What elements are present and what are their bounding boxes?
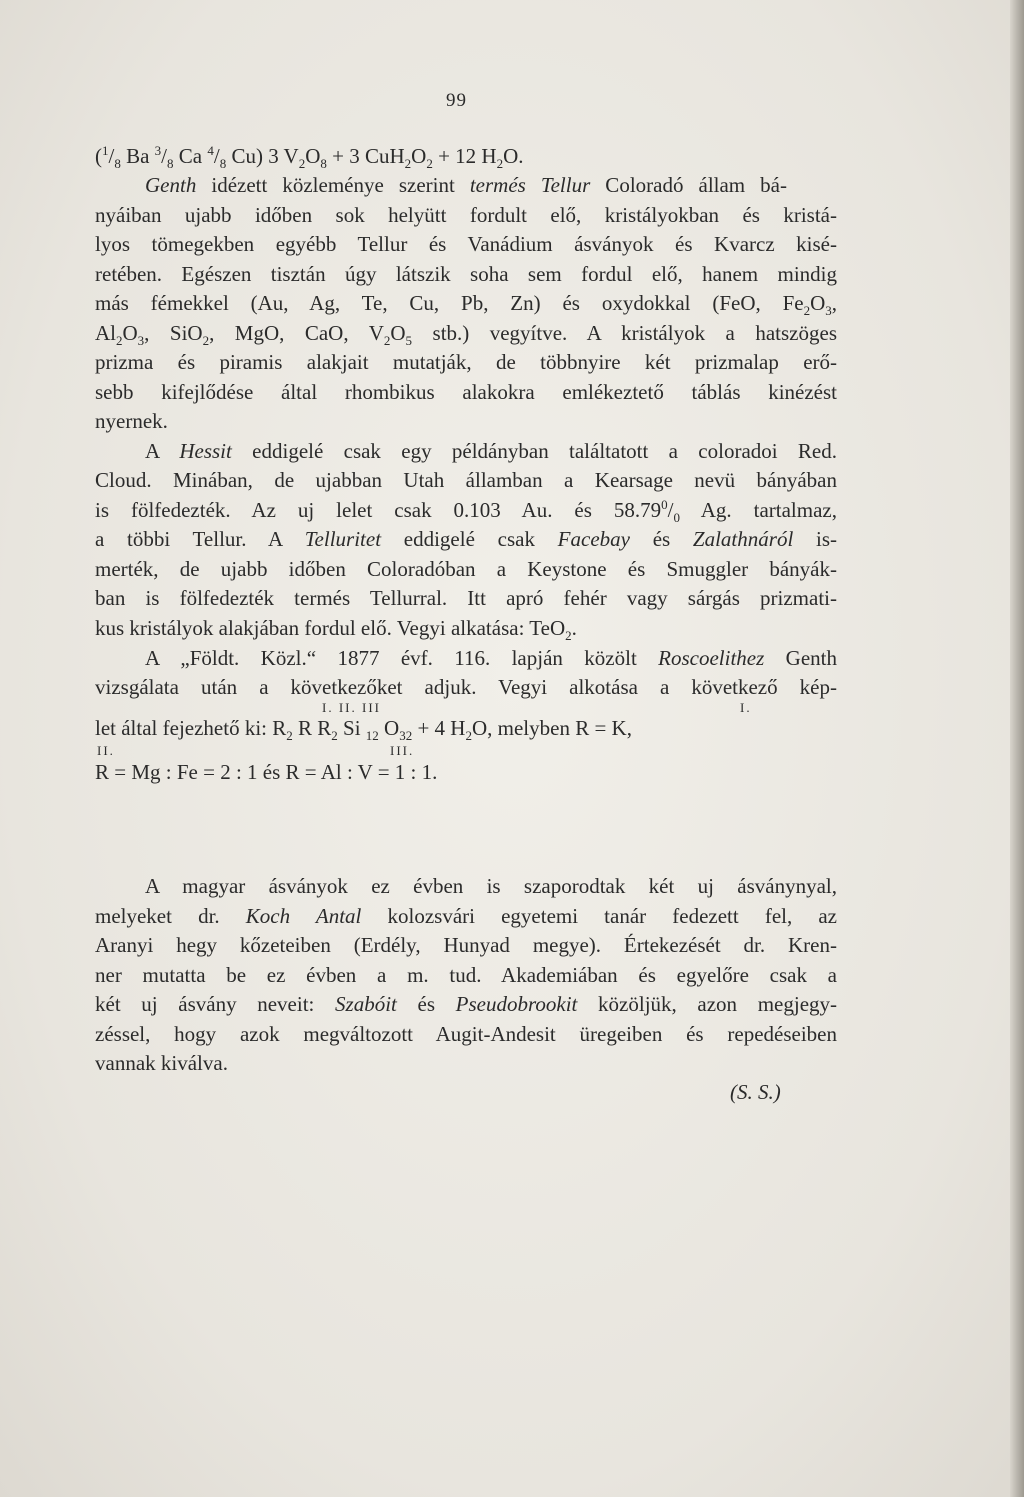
paragraph-line: Cloud. Minában, de ujabban Utah államban a Kearsage nevü bányában [95,468,837,492]
formula-line: ($^1/_8$ Ba $^3/_8$ Ca $^4/_8$ Cu) 3 $V_2O_8 + 3$ $CuH_2O_2 + 12$ $H_2O$. [95,143,524,172]
paragraph-line: nyáiban ujabb időben sok helyütt fordult elő, kristályokban és kristá- [95,203,837,227]
paragraph-line: ner mutatta be ez évben a m. tud. Akademiában és egyelőre csak a [95,963,837,987]
paragraph-line: merték, de ujabb időben Coloradóban a Keystone és Smuggler bányák- [95,557,837,581]
roman-numeral-marks: II. [97,743,115,758]
paragraph-line: zéssel, hogy azok megváltozott Augit-Andesit üregeiben és repedéseiben [95,1022,837,1046]
roman-numeral-marks: III. [390,743,415,758]
roman-numeral-marks: I. II. III [322,700,381,715]
paragraph-line: a többi Tellur. A Telluritet eddigelé csak Facebay és Zalathnáról is- [95,527,838,551]
paragraph-line: két uj ásvány neveit: Szabóit és Pseudobrookit közöljük, azon megjegy- [95,992,838,1016]
paragraph-line: ban is fölfedezték termés Tellurral. Itt apró fehér vagy sárgás prizmati- [95,586,837,610]
author-signature: (S. S.) [730,1080,781,1104]
formula-line: let által fejezhető ki: $R_2$ R $R_2$ Si $_{12}$ $O_{32} + 4$ $H_2O$, melyben R = K, [95,716,632,744]
paragraph-line: Genth idézett közleménye szerint termés Tellur Coloradó állam bá- [145,173,787,197]
paragraph-line: lyos tömegekben egyébb Tellur és Vanádium ásványok és Kvarcz kisé- [95,232,837,256]
page-edge [1010,0,1024,1497]
paragraph-line: vizsgálata után a következőket adjuk. Vegyi alkotása a következő kép- [95,675,837,699]
paragraph-line: Aranyi hegy kőzeteiben (Erdély, Hunyad megye). Értekezését dr. Kren- [95,933,837,957]
paragraph-line: A „Földt. Közl.“ 1877 évf. 116. lapján közölt Roscoelithez Genth [145,646,837,670]
page-number: 99 [446,90,467,111]
paragraph-line: is fölfedezték. Az uj lelet csak 0.103 Au. és $58.79^0/_0$ Ag. tartalmaz, [95,497,837,526]
paragraph-line: prizma és piramis alakjait mutatják, de többnyire két prizmalap erő- [95,350,837,374]
paragraph-line: A Hessit eddigelé csak egy példányban találtatott a coloradoi Red. [145,439,837,463]
formula-line: R = Mg : Fe = 2 : 1 és R = Al : V = 1 : 1. [95,760,438,784]
paragraph-line: más fémekkel (Au, Ag, Te, Cu, Pb, Zn) és oxydokkal (FeO, $Fe_2O_3$, [95,291,837,319]
paragraph-line: vannak kiválva. [95,1051,228,1075]
paragraph-line: retében. Egészen tisztán úgy látszik soha sem fordul elő, hanem mindig [95,262,837,286]
paragraph-line: melyeket dr. Koch Antal kolozsvári egyetemi tanár fedezett fel, az [95,904,837,928]
paragraph-line: $Al_2O_3$, SiO$_2$, MgO, CaO, $V_2O_5$ stb.) vegyítve. A kristályok a hatszöges [95,321,837,349]
paragraph-line: kus kristályok alakjában fordul elő. Vegyi alkatása: TeO$_2$. [95,616,577,644]
paragraph-line: nyernek. [95,409,168,433]
paragraph-line: A magyar ásványok ez évben is szaporodtak két uj ásványnyal, [145,874,837,898]
paragraph-line: sebb kifejlődése által rhombikus alakokra emlékeztető táblás kinézést [95,380,837,404]
roman-numeral-marks: I. [740,700,752,715]
